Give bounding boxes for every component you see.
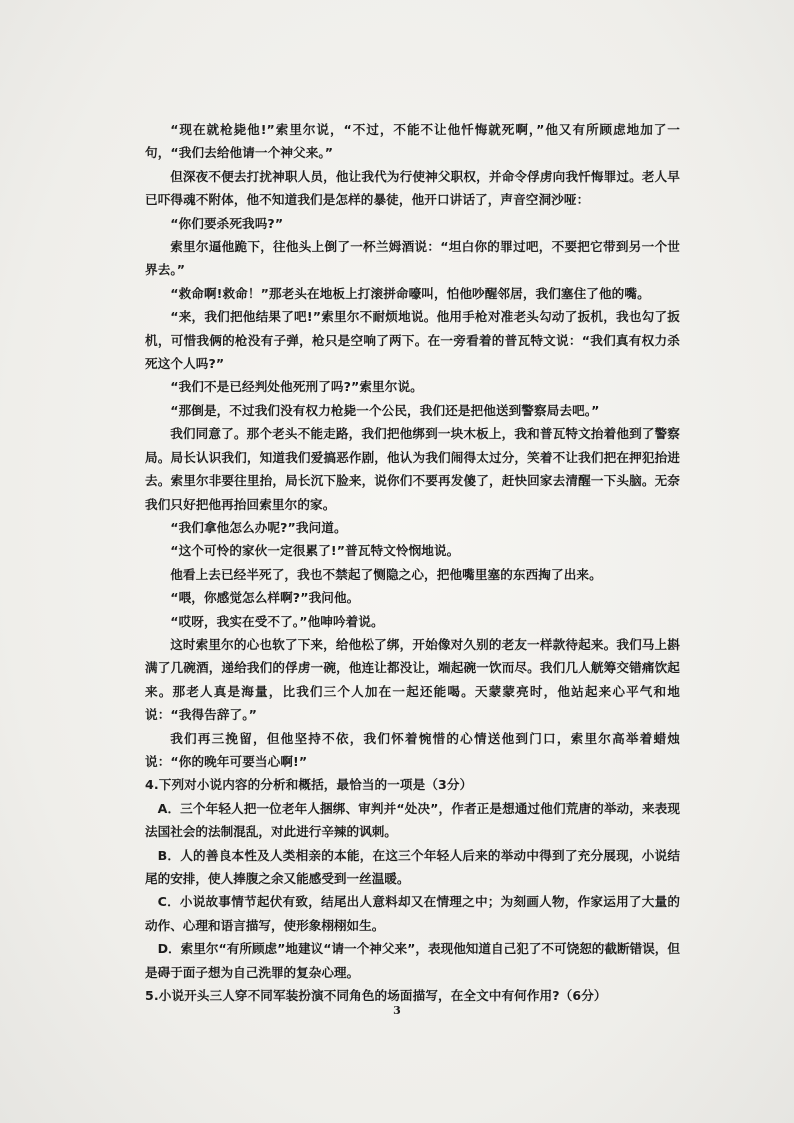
paragraph: 但深夜不便去打扰神职人员，他让我代为行使神父职权，并命令俘虏向我忏悔罪过。老人早已吓得魂不附体，他不知道我们是怎样的暴徒，他开口讲话了，声音空洞沙哑： <box>145 168 680 208</box>
paragraph: “哎呀，我实在受不了。”他呻吟着说。 <box>170 613 384 629</box>
question-4-option-b: B．人的善良本性及人类相亲的本能，在这三个年轻人后来的举动中得到了充分展现，小说结尾的安排，使人捧腹之余又能感受到一丝温暖。 <box>145 847 680 886</box>
paragraph: 他看上去已经半死了，我也不禁起了恻隐之心，把他嘴里塞的东西掏了出来。 <box>170 566 602 582</box>
question-4-stem: 4.下列对小说内容的分析和概括，最恰当的一项是（3分） <box>145 777 473 793</box>
paragraph: “我们不是已经判处他死刑了吗?”索里尔说。 <box>170 379 423 395</box>
question-4-option-d: D．索里尔“有所顾虑”地建议“请一个神父来”，表现他知道自己犯了不可饶恕的截断错误，但是碍于面子想为自己洗罪的复杂心理。 <box>145 941 680 980</box>
paragraph: 索里尔逼他跪下，往他头上倒了一杯兰姆酒说：“坦白你的罪过吧，不要把它带到另一个世界去。” <box>145 239 680 278</box>
paragraph: “来，我们把他结果了吧!”索里尔不耐烦地说。他用手枪对准老头勾动了扳机，我也勾了扳机，可惜我俩的枪没有子弹，枪只是空响了两下。在一旁看着的普瓦特文说：“我们真有权力杀死这个人吗?” <box>145 309 680 372</box>
question-4-option-a: A．三个年轻人把一位老年人捆绑、审判并“处决”，作者正是想通过他们荒唐的举动，来表现法国社会的法制混乱，对此进行辛辣的讽刺。 <box>145 800 680 840</box>
paragraph: 这时索里尔的心也软了下来，给他松了绑，开始像对久别的老友一样款待起来。我们马上斟满了几碗酒，递给我们的俘虏一碗，他连让都没让，端起碗一饮而尽。我们几人觥筹交错痛饮起来。那老人真是海量，比我们三个人加在一起还能喝。天蒙蒙亮时，他站起来心平气和地说：“我得告辞了。” <box>145 636 680 723</box>
paragraph: 我们再三挽留，但他坚持不依，我们怀着惋惜的心情送他到门口，索里尔高举着蜡烛说：“你的晚年可要当心啊!” <box>145 730 680 769</box>
paragraph: “这个可怜的家伙一定很累了!”普瓦特文怜悯地说。 <box>170 543 460 559</box>
paragraph: “你们要杀死我吗?” <box>170 215 284 231</box>
paragraph: 我们同意了。那个老头不能走路，我们把他绑到一块木板上，我和普瓦特文抬着他到了警察局。局长认识我们，知道我们爱搞恶作剧，他认为我们闹得太过分，笑着不让我们把在押犯抬进去。索里尔非要往里抬，局长沉下脸来，说你们不要再发傻了，赶快回家去清醒一下头脑。无奈我们只好把他再抬回索里尔的家。 <box>145 426 680 512</box>
question-5-stem: 5.小说开头三人穿不同军装扮演不同角色的场面描写，在全文中有何作用?（6分） <box>145 988 607 1004</box>
paragraph: “喂，你感觉怎么样啊?”我问他。 <box>170 590 360 606</box>
paragraph: “现在就枪毙他!”索里尔说，“不过，不能不让他忏悔就死啊，”他又有所顾虑地加了一句，“我们去给他请一个神父来。” <box>145 122 680 161</box>
page-number: 3 <box>393 1004 401 1017</box>
story-text <box>145 118 680 1007</box>
paragraph: “我们拿他怎么办呢?”我问道。 <box>170 519 347 535</box>
paragraph: “救命啊!救命！”那老头在地板上打滚拼命嚎叫，怕他吵醒邻居，我们塞住了他的嘴。 <box>170 285 650 301</box>
paragraph: “那倒是，不过我们没有权力枪毙一个公民，我们还是把他送到警察局去吧。” <box>170 402 600 418</box>
question-4-option-c: C．小说故事情节起伏有致，结尾出人意料却又在情理之中；为刻画人物，作家运用了大量的动作、心理和语言描写，使形象栩栩如生。 <box>145 894 680 933</box>
